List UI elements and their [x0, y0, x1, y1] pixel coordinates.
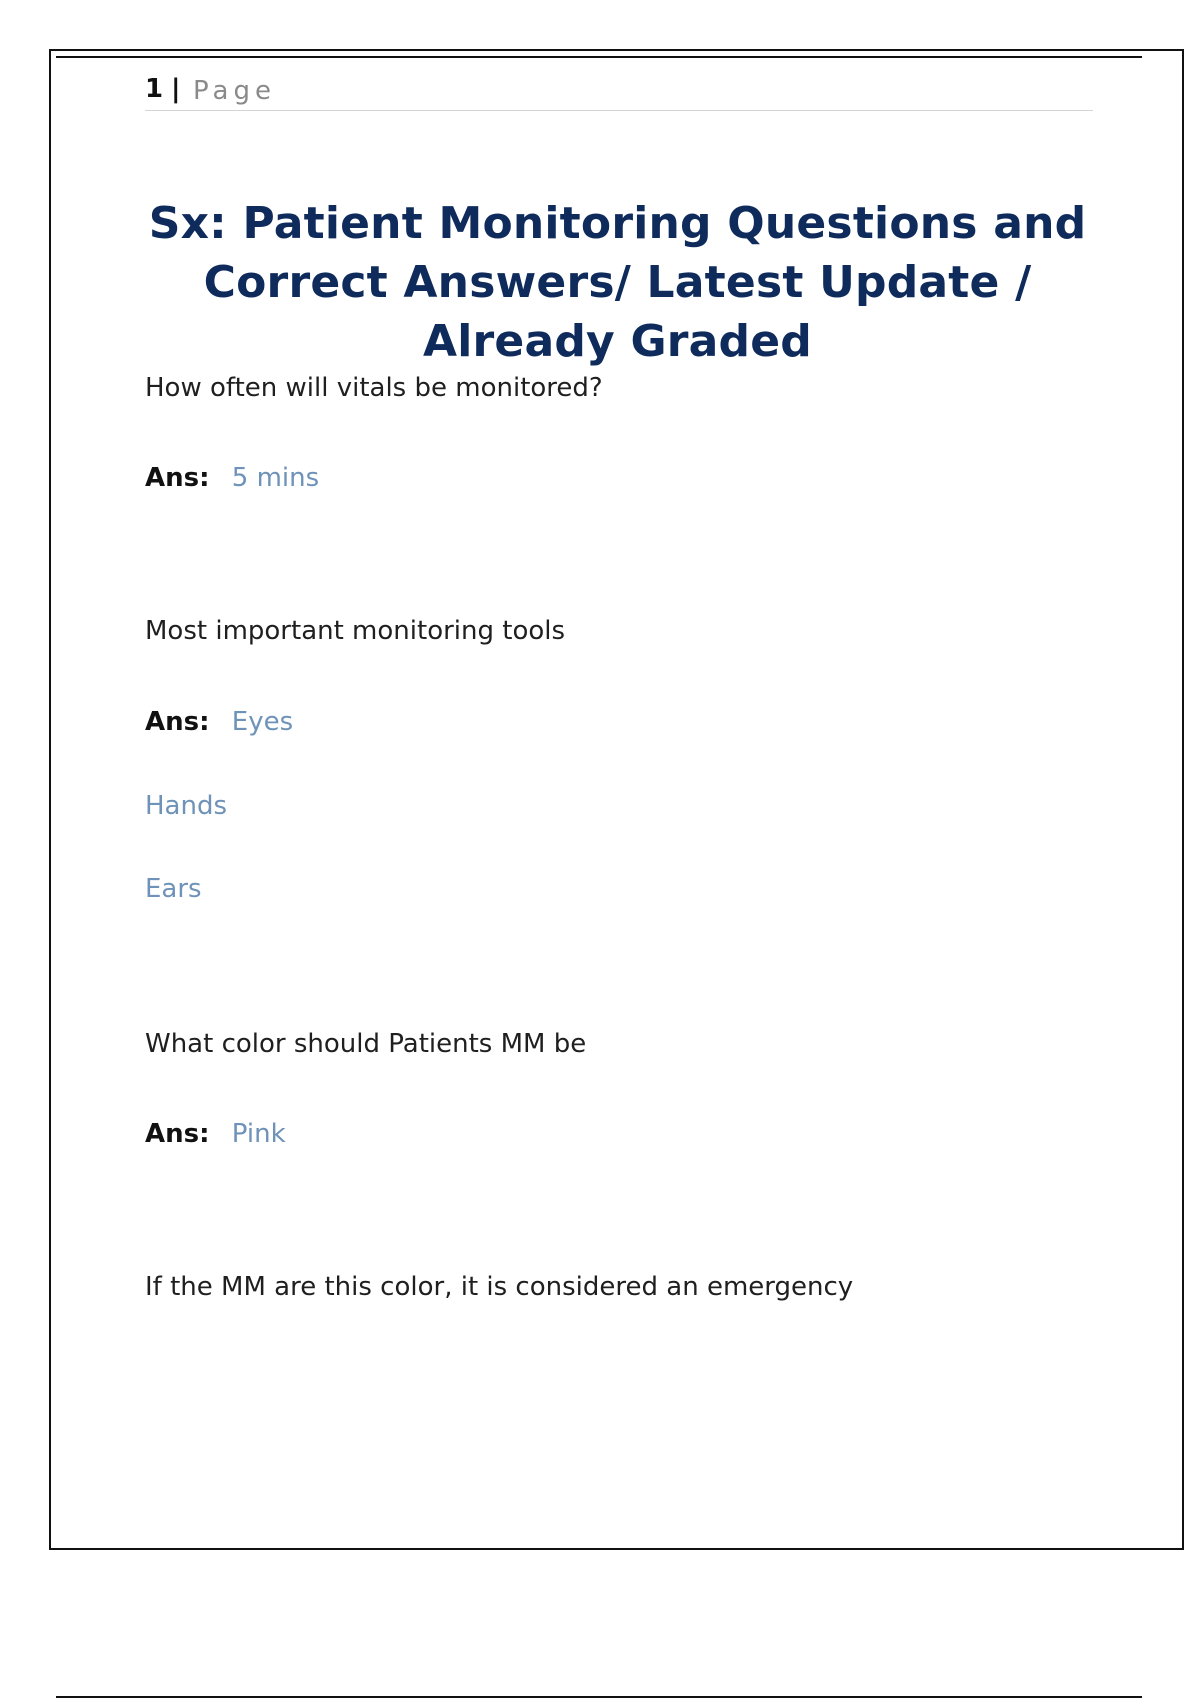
answer-text: Hands — [145, 791, 228, 821]
top-rule — [56, 56, 1142, 58]
question-4: If the MM are this color, it is considered an emergency — [145, 1272, 854, 1302]
answer-row-3 — [145, 1119, 286, 1149]
page-separator: | — [171, 74, 181, 104]
answer-text: Ears — [145, 874, 202, 904]
question-3: What color should Patients MM be — [145, 1029, 587, 1059]
answer-text: Pink — [231, 1119, 286, 1149]
answer-row-1 — [145, 463, 319, 493]
answer-label: Ans: — [145, 1119, 210, 1149]
answer-label: Ans: — [145, 707, 210, 737]
page-number: 1 — [145, 74, 164, 104]
question-1: How often will vitals be monitored? — [145, 373, 603, 403]
answer-label: Ans: — [145, 463, 210, 493]
bottom-rule — [56, 1696, 1142, 1698]
answer-row-2 — [145, 707, 293, 737]
answer-text: Eyes — [231, 707, 294, 737]
page-header — [145, 72, 1093, 111]
answer-text: 5 mins — [231, 463, 320, 493]
question-2: Most important monitoring tools — [145, 616, 566, 646]
document-title: Sx: Patient Monitoring Questions and Correct Answers/ Latest Update / Already Graded — [148, 198, 1087, 367]
page-label: Page — [193, 76, 276, 106]
